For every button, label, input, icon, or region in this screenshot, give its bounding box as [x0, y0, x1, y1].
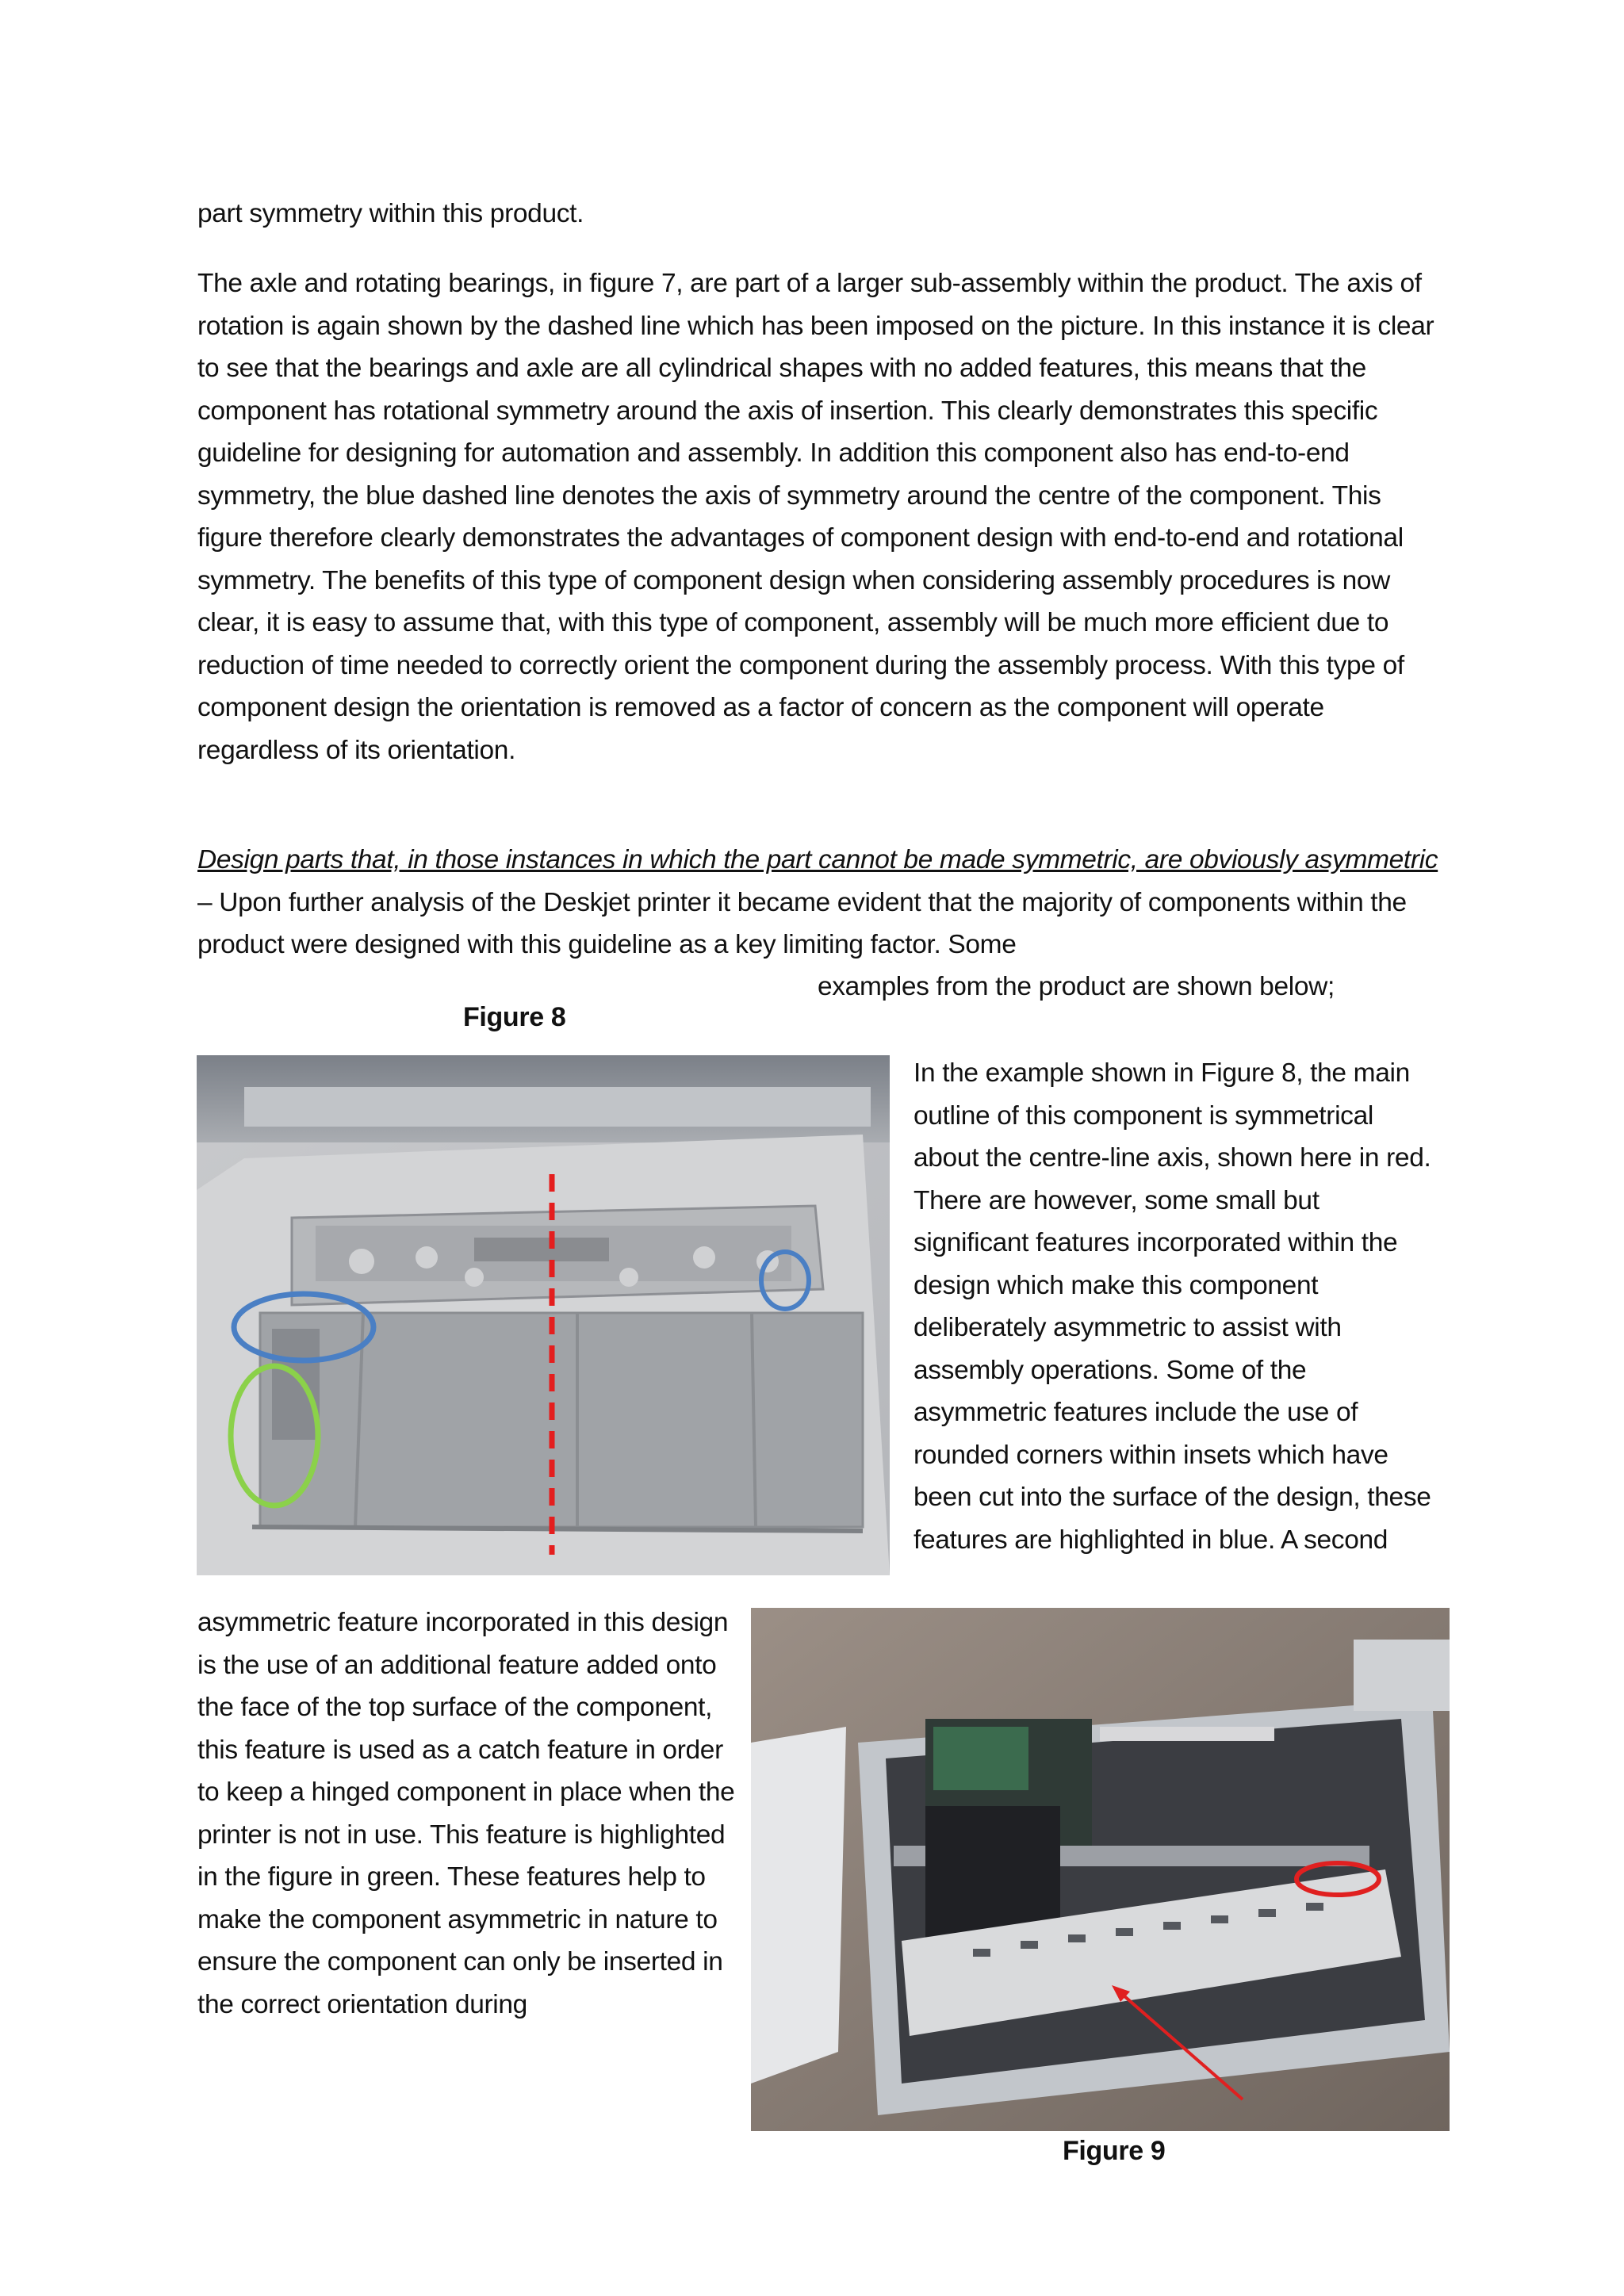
figure8-illustration — [197, 1055, 890, 1575]
figure8-text-left: asymmetric feature incorporated in this design is the use of an additional feature added onto the face of the top surface of the component, this feature is used as a catch feature in order to keep a hinged component in place when the printer is not in use. This feature is highlighted in the figure in green. These features help to make the component asymmetric in nature to ensure the component can only be inserted in the correct orientation during — [197, 1608, 735, 2019]
figure8-photo — [197, 1055, 890, 1575]
figure8-text-right: In the example shown in Figure 8, the main outline of this component is symmetrical about the centre-line axis, shown here in red. There are however, some small but significant features incorporated within the design which make this component deliberately asymmetric to assist with assembly operations. Some of the asymmetric features include the use of rounded corners within insets which have been cut into the surface of the design, these features are highlighted in blue. A second — [914, 1058, 1431, 1555]
guideline-tail: examples from the product are shown below; — [818, 972, 1335, 1001]
guideline-paragraph — [197, 839, 1438, 966]
figure9-illustration — [751, 1608, 1450, 2131]
guideline-heading: Design parts that, in those instances in which the part cannot be made symmetric, are obviously asymmetric — [197, 845, 1438, 874]
figure9-photo — [751, 1608, 1450, 2131]
intro-fragment: part symmetry within this product. — [197, 199, 584, 228]
figure9-caption: Figure 9 — [1063, 2136, 1166, 2166]
paper-tray — [751, 1727, 846, 2084]
figure8-caption: Figure 8 — [463, 1002, 566, 1032]
paragraph-axle: The axle and rotating bearings, in figure 7, are part of a larger sub-assembly within the product. The axis of rotation is again shown by the dashed line which has been imposed on the picture. In this instance it is clear to see that the bearings and axle are all cylindrical shapes with no added features, this means that the component has rotational symmetry around the axis of insertion. This clearly demonstrates this specific guideline for designing for automation and assembly. In addition this component also has end-to-end symmetry, the blue dashed line denotes the axis of symmetry around the centre of the component. This figure therefore clearly demonstrates the advantages of component design with end-to-end and rotational symmetry. The benefits of this type of component design when considering assembly procedures is now clear, it is easy to assume that, with this type of component, assembly will be much more efficient due to reduction of time needed to correctly orient the component during the assembly process. With this type of component design the orientation is removed as a factor of concern as the component will operate regardless of its orientation. — [197, 269, 1434, 765]
guideline-body: – Upon further analysis of the Deskjet printer it became evident that the majority of components within the product were designed with this guideline as a key limiting factor. Some — [197, 887, 1407, 959]
